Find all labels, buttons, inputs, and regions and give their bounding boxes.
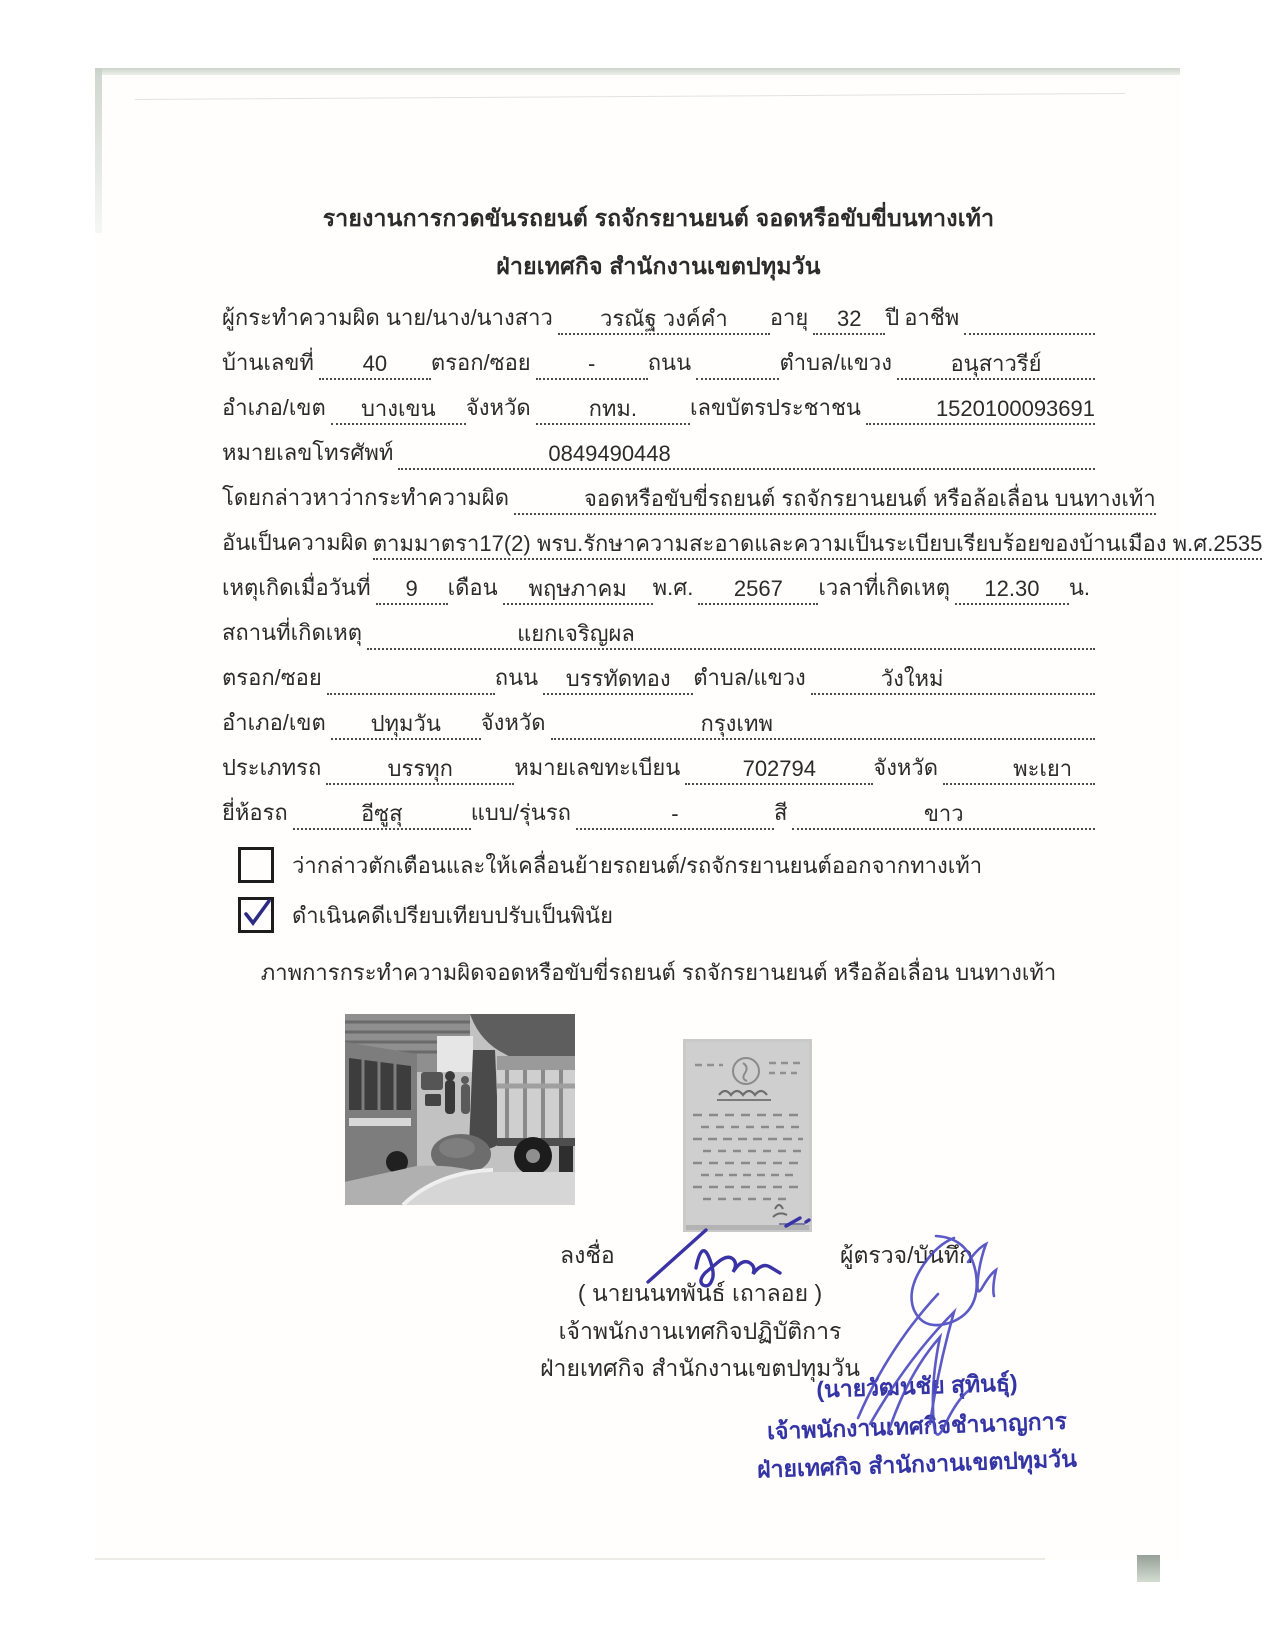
offense-value: ตามมาตรา17(2) พรบ.รักษาความสะอาดและความเป็นระเบียบเรียบร้อยของบ้านเมือง พ.ศ.2535 bbox=[373, 530, 1262, 560]
phone-value: 0849490448 bbox=[398, 440, 1095, 470]
checkmark-icon bbox=[240, 896, 274, 930]
alley1-label: ตรอก/ซอย bbox=[430, 350, 531, 375]
brand-label: ยี่ห้อรถ bbox=[222, 800, 288, 825]
photo-street-scene bbox=[345, 1014, 575, 1205]
road1-value bbox=[696, 350, 779, 380]
fine-checkbox-label: ดำเนินคดีเปรียบเทียบปรับเป็นพินัย bbox=[292, 902, 613, 928]
incident-day-value: 9 bbox=[376, 575, 448, 605]
incident-year-value: 2567 bbox=[698, 575, 818, 605]
subdistrict1-value: อนุสาวรีย์ bbox=[897, 350, 1095, 380]
time-unit-label: น. bbox=[1068, 575, 1090, 600]
year-unit-label: ปี bbox=[885, 305, 900, 330]
fine-checkbox bbox=[238, 897, 274, 933]
sign-label: ลงชื่อ bbox=[560, 1242, 615, 1268]
phone-label: หมายเลขโทรศัพท์ bbox=[222, 440, 394, 465]
row-phone bbox=[222, 442, 1095, 470]
evidence-photos bbox=[222, 1014, 1095, 1232]
alley2-label: ตรอก/ซอย bbox=[222, 665, 322, 690]
scanned-document-page bbox=[95, 68, 1263, 1560]
offense-label: อันเป็นความผิด bbox=[222, 530, 368, 555]
supervisor-signature bbox=[818, 1228, 1033, 1463]
stamp-officer-position: เจ้าพนักงานเทศกิจชำนาญการ bbox=[766, 1407, 1068, 1445]
stamp-officer-department: ฝ่ายเทศกิจ สำนักงานเขตปทุมวัน bbox=[756, 1445, 1078, 1483]
plate-no-label: หมายเลขทะเบียน bbox=[514, 755, 681, 780]
accusation-label: โดยกล่าวหาว่ากระทำความผิด bbox=[222, 485, 509, 510]
occupation-value bbox=[964, 305, 1095, 335]
row-vehicle bbox=[222, 757, 1095, 785]
incident-time-label: เวลาที่เกิดเหตุ bbox=[818, 575, 950, 600]
inspector-role-label: ผู้ตรวจ/บันทึก bbox=[840, 1242, 973, 1268]
checkbox-row-fine bbox=[238, 897, 1095, 933]
row-scene-address1 bbox=[222, 667, 1095, 695]
color-value: ขาว bbox=[792, 800, 1095, 830]
id-card-label: เลขบัตรประชาชน bbox=[689, 395, 861, 420]
scan-edge-bottom bbox=[95, 1558, 1045, 1560]
inspector-department: ฝ่ายเทศกิจ สำนักงานเขตปทุมวัน bbox=[540, 1355, 860, 1381]
document-subtitle: ฝ่ายเทศกิจ สำนักงานเขตปทุมวัน bbox=[496, 253, 821, 279]
plate-province-value: พะเยา bbox=[943, 755, 1095, 785]
province1-value: กทม. bbox=[536, 395, 690, 425]
age-label: อายุ bbox=[769, 305, 809, 330]
district1-label: อำเภอ/เขต bbox=[222, 395, 326, 420]
incident-month-label: เดือน bbox=[447, 575, 498, 600]
inspector-name: ( นายนนทพันธ์ เถาลอย ) bbox=[577, 1280, 823, 1306]
warning-checkbox bbox=[238, 847, 274, 883]
row-offense bbox=[222, 530, 1263, 560]
vehicle-type-label: ประเภทรถ bbox=[222, 755, 322, 780]
plate-province-label: จังหวัด bbox=[873, 755, 939, 780]
age-value: 32 bbox=[813, 305, 885, 335]
row-scene bbox=[222, 622, 1095, 650]
incident-day-label: เหตุเกิดเมื่อวันที่ bbox=[222, 575, 371, 600]
subdistrict1-label: ตำบล/แขวง bbox=[779, 350, 892, 375]
house-no-label: บ้านเลขที่ bbox=[222, 350, 314, 375]
offender-label: ผู้กระทำความผิด นาย/นาง/นางสาว bbox=[222, 305, 553, 330]
incident-time-value: 12.30 bbox=[955, 575, 1069, 605]
model-value: - bbox=[576, 800, 774, 830]
incident-year-label: พ.ศ. bbox=[652, 575, 694, 600]
district2-value: ปทุมวัน bbox=[331, 710, 481, 740]
row-address1 bbox=[222, 352, 1095, 380]
incident-month-value: พฤษภาคม bbox=[503, 575, 653, 605]
signature-section bbox=[222, 1238, 1095, 1518]
color-label: สี bbox=[773, 800, 788, 825]
accusation-value: จอดหรือขับขี่รถยนต์ รถจักรยานยนต์ หรือล้อเลื่อน บนทางเท้า bbox=[514, 485, 1156, 515]
alley2-value bbox=[327, 665, 495, 695]
occupation-label: อาชีพ bbox=[904, 305, 960, 330]
row-scene-address2 bbox=[222, 712, 1095, 740]
photos-caption: ภาพการกระทำความผิดจอดหรือขับขี่รถยนต์ รถจักรยานยนต์ หรือล้อเลื่อน บนทางเท้า bbox=[260, 960, 1057, 985]
row-brand bbox=[222, 802, 1095, 830]
plate-no-value: 702794 bbox=[685, 755, 873, 785]
row-incident-datetime bbox=[222, 577, 1095, 605]
model-label: แบบ/รุ่นรถ bbox=[470, 800, 571, 825]
subdistrict2-value: วังใหม่ bbox=[811, 665, 1095, 695]
inspector-position: เจ้าพนักงานเทศกิจปฏิบัติการ bbox=[558, 1318, 842, 1344]
road1-label: ถนน bbox=[647, 350, 692, 375]
province2-value: กรุงเทพ bbox=[551, 710, 1095, 740]
checkbox-row-warning bbox=[238, 847, 1095, 883]
id-card-value: 1520100093691 bbox=[866, 395, 1095, 425]
district2-label: อำเภอ/เขต bbox=[222, 710, 326, 735]
row-accusation bbox=[222, 485, 1156, 515]
subdistrict2-label: ตำบล/แขวง bbox=[693, 665, 806, 690]
province1-label: จังหวัด bbox=[465, 395, 531, 420]
vehicle-type-value: บรรทุก bbox=[326, 755, 514, 785]
house-no-value: 40 bbox=[319, 350, 431, 380]
stamp-officer-name: (นายวัฒนชัย สุทินธุ์) bbox=[815, 1369, 1018, 1403]
province2-label: จังหวัด bbox=[480, 710, 546, 735]
row-offender bbox=[222, 307, 1095, 335]
photo-citation-document bbox=[683, 1039, 812, 1232]
alley1-value: - bbox=[536, 350, 648, 380]
document-title: รายงานการกวดขันรถยนต์ รถจักรยานยนต์ จอดหรือขับขี่บนทางเท้า bbox=[322, 205, 995, 231]
row-address2 bbox=[222, 397, 1095, 425]
road2-label: ถนน bbox=[494, 665, 539, 690]
scan-artifact bbox=[1137, 1555, 1160, 1582]
warning-checkbox-label: ว่ากล่าวตักเตือนและให้เคลื่อนย้ายรถยนต์/รถจักรยานยนต์ออกจากทางเท้า bbox=[292, 852, 983, 878]
road2-value: บรรทัดทอง bbox=[543, 665, 693, 695]
offender-value: วรณัฐ วงค์คำ bbox=[558, 305, 770, 335]
brand-value: อีซูสุ bbox=[293, 800, 471, 830]
district1-value: บางเขน bbox=[331, 395, 466, 425]
scene-value: แยกเจริญผล bbox=[367, 620, 1095, 650]
scene-label: สถานที่เกิดเหตุ bbox=[222, 620, 363, 645]
